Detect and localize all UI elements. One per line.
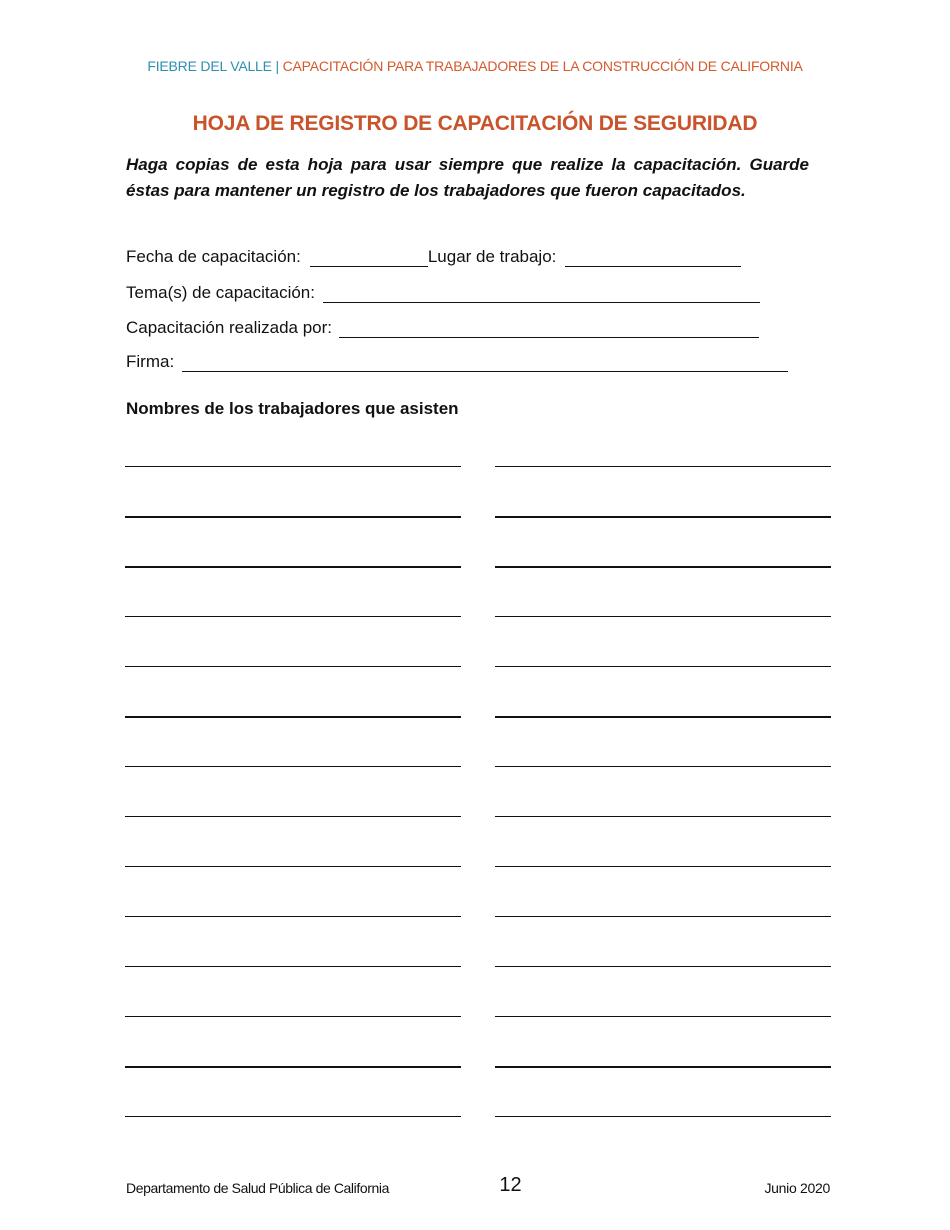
- training-date-row: [126, 247, 741, 267]
- header-brand: FIEBRE DEL VALLE: [147, 58, 272, 74]
- document-title: HOJA DE REGISTRO DE CAPACITACIÓN DE SEGURIDAD: [192, 112, 758, 135]
- attendee-name-line-left[interactable]: [125, 566, 461, 568]
- header-separator: |: [275, 58, 279, 74]
- attendee-name-line-left[interactable]: [125, 716, 461, 718]
- footer-date: Junio 2020: [764, 1180, 830, 1196]
- attendee-name-line-right[interactable]: [495, 866, 831, 867]
- attendee-name-line-right[interactable]: [495, 566, 831, 568]
- footer-department: Departamento de Salud Pública de California: [126, 1180, 389, 1196]
- attendee-name-line-left[interactable]: [125, 966, 461, 967]
- conducted-by-label: Capacitación realizada por:: [126, 318, 333, 337]
- attendee-name-line-left[interactable]: [125, 466, 461, 467]
- attendee-name-line-right[interactable]: [495, 1116, 831, 1117]
- attendee-name-line-left[interactable]: [125, 916, 461, 917]
- signature-row: [126, 352, 788, 372]
- attendee-name-line-right[interactable]: [495, 966, 831, 967]
- signature-label: Firma:: [126, 352, 175, 371]
- attendee-name-line-right[interactable]: [495, 466, 831, 467]
- topics-field[interactable]: [323, 284, 760, 303]
- topics-row: [126, 283, 760, 303]
- attendee-name-line-right[interactable]: [495, 1016, 831, 1017]
- attendee-name-line-left[interactable]: [125, 816, 461, 817]
- attendee-name-line-right[interactable]: [495, 916, 831, 917]
- page-header: [0, 58, 950, 74]
- training-date-label: Fecha de capacitación:: [126, 247, 301, 266]
- work-location-field[interactable]: [565, 248, 741, 267]
- attendee-name-line-left[interactable]: [125, 666, 461, 667]
- attendee-name-line-left[interactable]: [125, 516, 461, 518]
- footer-page-number: 12: [499, 1174, 522, 1196]
- topics-label: Tema(s) de capacitación:: [126, 283, 315, 302]
- attendee-name-line-left[interactable]: [125, 1016, 461, 1017]
- intro-instructions: Haga copias de esta hoja para usar siempre que realize la capacitación. Guarde éstas para mantener un registro de los trabajadores que fueron capacitados.: [126, 155, 809, 200]
- attendee-name-line-left[interactable]: [125, 766, 461, 767]
- attendee-name-line-left[interactable]: [125, 866, 461, 867]
- attendee-name-line-right[interactable]: [495, 616, 831, 617]
- attendee-name-line-right[interactable]: [495, 666, 831, 667]
- attendee-name-line-right[interactable]: [495, 516, 831, 518]
- attendee-name-line-right[interactable]: [495, 816, 831, 817]
- conducted-by-field[interactable]: [339, 319, 759, 338]
- attendee-name-line-right[interactable]: [495, 716, 831, 718]
- conducted-by-row: [126, 318, 759, 338]
- attendee-name-line-right[interactable]: [495, 1066, 831, 1068]
- work-location-label: Lugar de trabajo:: [427, 247, 557, 266]
- signature-field[interactable]: [182, 353, 788, 372]
- training-date-field[interactable]: [310, 248, 428, 267]
- attendees-heading: Nombres de los trabajadores que asisten: [126, 399, 459, 418]
- attendee-name-line-left[interactable]: [125, 1116, 461, 1117]
- attendee-name-line-left[interactable]: [125, 616, 461, 617]
- header-subtitle: CAPACITACIÓN PARA TRABAJADORES DE LA CONSTRUCCIÓN DE CALIFORNIA: [282, 58, 803, 74]
- attendee-name-line-right[interactable]: [495, 766, 831, 767]
- attendee-name-line-left[interactable]: [125, 1066, 461, 1068]
